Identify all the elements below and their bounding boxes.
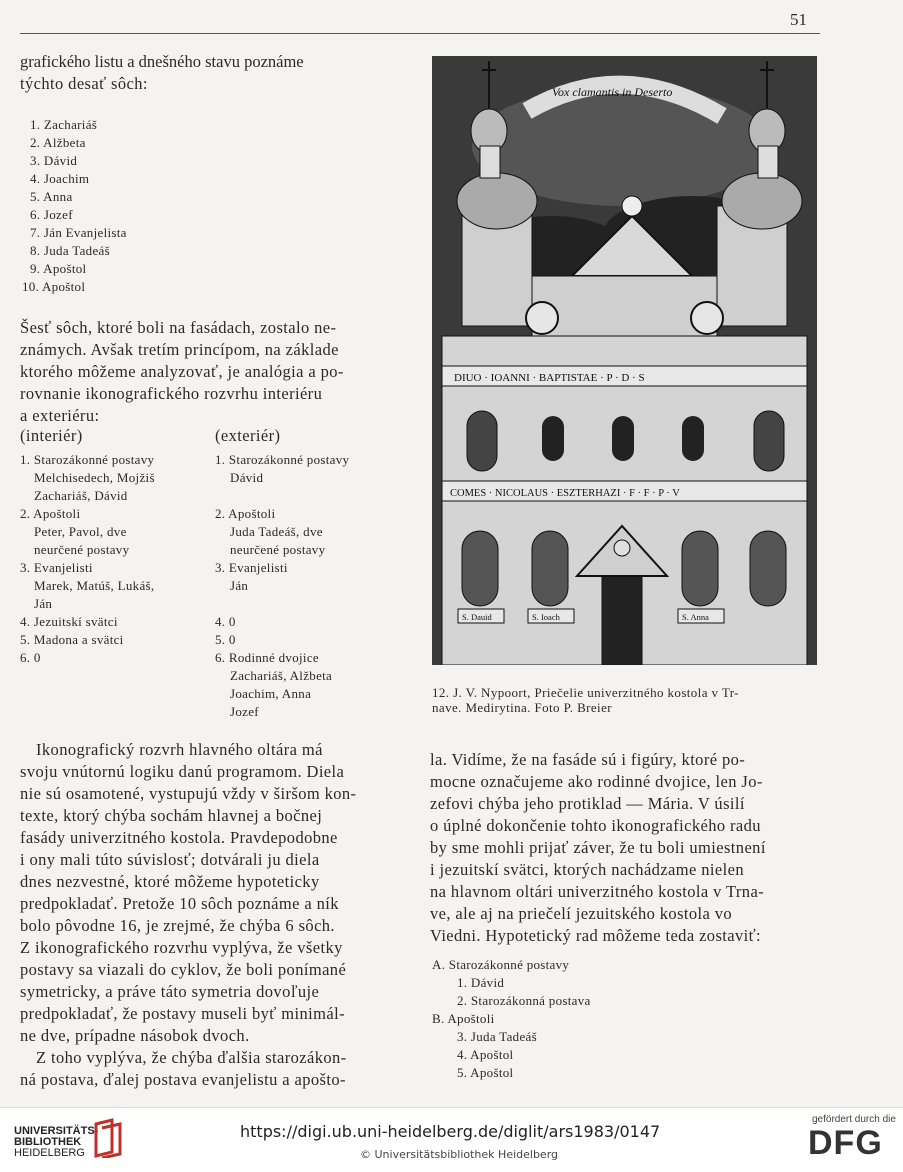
text-line: fasády univerzitného kostola. Pravdepodobne — [20, 828, 338, 847]
copyright-notice: © Universitätsbibliothek Heidelberg — [360, 1148, 559, 1161]
text-line: Ikonografický rozvrh hlavného oltára má — [36, 740, 323, 759]
list-item: 6. Jozef — [30, 207, 73, 222]
list-item: A. Starozákonné postavy — [432, 957, 570, 972]
funded-by-label: gefördert durch die — [812, 1114, 896, 1125]
text-line: postavy sa viazali do cyklov, že boli ponímané — [20, 960, 347, 979]
list-item: 1. Zachariáš — [30, 117, 98, 132]
text-line: by sme mohli prijať záver, že tu boli umiestnení — [430, 838, 766, 857]
figure-caption-line-1: 12. J. V. Nypoort, Priečelie univerzitného kostola v Tr- — [432, 685, 739, 700]
list-item: 3. Juda Tadeáš — [457, 1029, 537, 1044]
text-line: la. Vidíme, že na fasáde sú i figúry, ktoré po- — [430, 750, 746, 769]
frieze-inscription-2: COMES · NICOLAUS · ESZTERHAZI · F · F · P · V — [450, 488, 680, 499]
text-line: ná postava, ďalej postava evanjelistu a apošto- — [20, 1070, 346, 1089]
list-item: 2. Starozákonná postava — [457, 993, 591, 1008]
intro-text: grafického listu a dnešného stavu poznáme — [20, 52, 304, 71]
text-line: predpokladať. Pretože 10 sôch poznáme a ník — [20, 894, 339, 913]
list-item: 3. Evanjelisti — [215, 560, 288, 575]
list-item: Peter, Pavol, dve — [34, 524, 127, 539]
text-line: Z ikonografického rozvrhu vyplýva, že všetky — [20, 938, 343, 957]
list-item: 2. Alžbeta — [30, 135, 86, 150]
list-item: 5. Madona a svätci — [20, 632, 124, 647]
para2-line: rovnanie ikonografického rozvrhu interiéru — [20, 384, 323, 403]
page-number: 51 — [790, 10, 807, 29]
list-item: 9. Apoštol — [30, 261, 87, 276]
footer-bar — [0, 1107, 903, 1172]
text-line: zefovi chýba jeho protiklad — Mária. V úsilí — [430, 794, 745, 813]
list-item: 5. Apoštol — [457, 1065, 514, 1080]
list-item: 4. Joachim — [30, 171, 90, 186]
list-item: 1. Starozákonné postavy — [215, 452, 350, 467]
logo-line-3: HEIDELBERG — [14, 1147, 85, 1159]
list-item: 7. Ján Evanjelista — [30, 225, 127, 240]
intro-line-1 — [20, 52, 382, 72]
text-line: predpokladať, že postavy museli byť minimál- — [20, 1004, 345, 1023]
list-item: 5. 0 — [215, 632, 236, 647]
text-line: svoju vnútornú logiku danú programom. Diela — [20, 762, 345, 781]
list-item: Dávid — [230, 470, 264, 485]
logo-line-2: BIBLIOTHEK — [14, 1136, 82, 1148]
text-line: mocne označujeme ako rodinné dvojice, len Jo- — [430, 772, 763, 791]
para2-line: známych. Avšak tretím princípom, na základe — [20, 340, 339, 359]
university-library-logo[interactable] — [14, 1126, 98, 1159]
list-item: 2. Apoštoli — [20, 506, 81, 521]
para2-line: a exteriéru: — [20, 406, 100, 425]
list-item: 3. Evanjelisti — [20, 560, 93, 575]
list-item: 4. 0 — [215, 614, 236, 629]
para2-line: ktorého môžeme analyzovať, je analógia a po- — [20, 362, 344, 381]
list-item: Ján — [34, 596, 53, 611]
list-item: Joachim, Anna — [230, 686, 312, 701]
list-item: 1. Starozákonné postavy — [20, 452, 155, 467]
list-item: Ján — [230, 578, 249, 593]
text-line: nie sú osamotené, vystupujú vždy v širšom kon- — [20, 784, 357, 803]
text-line: dnes nezvestné, ktoré môžeme hypoteticky — [20, 872, 320, 891]
list-item: neurčené postavy — [230, 542, 326, 557]
list-item: 6. Rodinné dvojice — [215, 650, 319, 665]
text-line: symetricky, a práve táto symetria dovoľuje — [20, 982, 320, 1001]
text-line: Z toho vyplýva, že chýba ďalšia starozákon- — [36, 1048, 347, 1067]
list-item: 6. 0 — [20, 650, 41, 665]
text-line: Viedni. Hypotetický rad môžeme teda zostaviť: — [430, 926, 762, 945]
figure-caption-line-2: nave. Medirytina. Foto P. Breier — [432, 700, 612, 715]
para2-line: Šesť sôch, ktoré boli na fasádach, zostalo ne- — [20, 318, 337, 337]
list-item: 4. Jezuitskí svätci — [20, 614, 118, 629]
text-line: ne dve, prípadne násobok dvoch. — [20, 1026, 250, 1045]
dfg-logo[interactable]: DFG — [808, 1124, 883, 1162]
list-item: 3. Dávid — [30, 153, 78, 168]
frieze-inscription-1: DIUO · IOANNI · BAPTISTAE · P · D · S — [454, 372, 645, 384]
list-item: 10. Apoštol — [22, 279, 86, 294]
list-item: neurčené postavy — [34, 542, 130, 557]
banner-text: Vox clamantis in Deserto — [552, 85, 673, 99]
list-item: 8. Juda Tadeáš — [30, 243, 110, 258]
list-item: B. Apoštoli — [432, 1011, 495, 1026]
list-item: Zachariáš, Alžbeta — [230, 668, 333, 683]
intro-line-2: týchto desať sôch: — [20, 74, 148, 93]
list-item: 2. Apoštoli — [215, 506, 276, 521]
text-line: i ony mali túto súvislosť; dotvárali ju diela — [20, 850, 320, 869]
text-line: o úplné dokončenie tohto ikonografického radu — [430, 816, 761, 835]
list-item: 5. Anna — [30, 189, 73, 204]
header-rule — [20, 33, 820, 34]
interior-header: (interiér) — [20, 426, 83, 445]
logo-line-1: UNIVERSITÄTS- — [14, 1125, 99, 1137]
list-item: Marek, Matúš, Lukáš, — [34, 578, 155, 593]
text-line: i jezuitskí svätci, ktorých nachádzame nielen — [430, 860, 744, 879]
church-facade-engraving — [432, 56, 817, 665]
niche-label-left: S. Dauid — [462, 612, 492, 622]
library-logo-icon — [92, 1118, 126, 1158]
list-item: Juda Tadeáš, dve — [230, 524, 323, 539]
list-item: 1. Dávid — [457, 975, 505, 990]
exterior-header: (exteriér) — [215, 426, 281, 445]
text-line: na hlavnom oltári univerzitného kostola v Trna- — [430, 882, 765, 901]
text-line: bolo pôvodne 16, je zrejmé, že chýba 6 sôch. — [20, 916, 335, 935]
niche-label-mid: S. Ioach — [532, 612, 560, 622]
text-line: ve, ale aj na priečelí jezuitského kostola vo — [430, 904, 733, 923]
list-item: Zachariáš, Dávid — [34, 488, 128, 503]
text-line: texte, ktorý chýba sochám hlavnej a bočnej — [20, 806, 323, 825]
list-item: Jozef — [230, 704, 259, 719]
permalink-url[interactable]: https://digi.ub.uni-heidelberg.de/diglit/ars1983/0147 — [240, 1122, 661, 1141]
niche-label-right: S. Anna — [682, 612, 709, 622]
list-item: 4. Apoštol — [457, 1047, 514, 1062]
list-item: Melchisedech, Mojžiš — [34, 470, 155, 485]
